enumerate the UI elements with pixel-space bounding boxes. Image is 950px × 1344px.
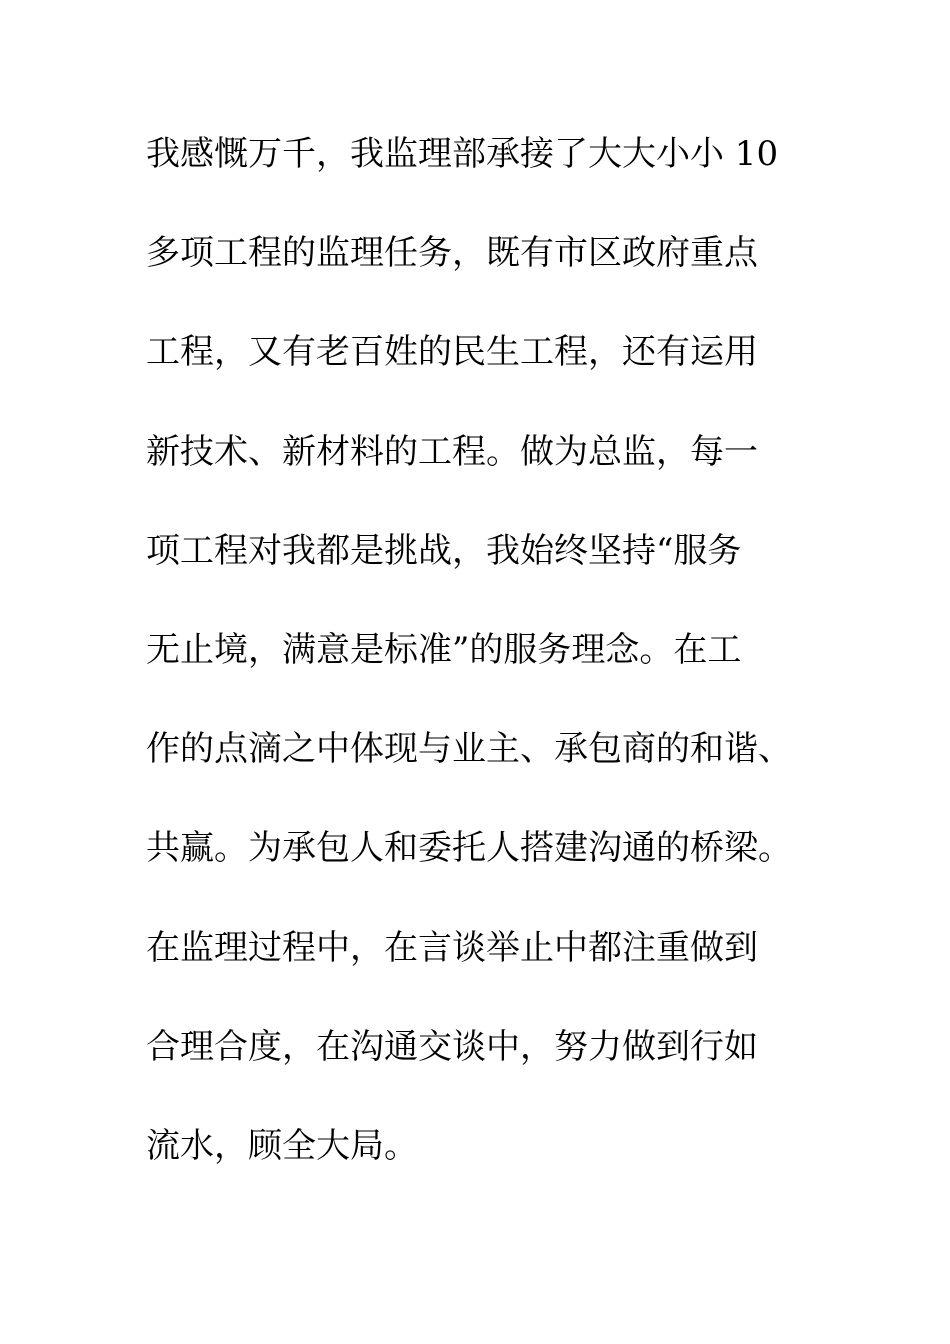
text-line-2: 多项工程的监理任务，既有市区政府重点 — [146, 233, 758, 274]
text-line-1: 我感慨万千，我监理部承接了大大小小 10 — [146, 134, 779, 174]
document-body — [146, 126, 826, 1217]
text-line-7: 作的点滴之中体现与业主、承包商的和谐、 — [146, 729, 792, 770]
text-line-5: 项工程对我都是挑战，我始终坚持“服务 — [146, 530, 742, 571]
text-line-11: 流水，顾全大局。 — [146, 1125, 418, 1166]
text-line-6: 无止境，满意是标准”的服务理念。在工 — [146, 629, 742, 670]
text-line-10: 合理合度，在沟通交谈中，努力做到行如 — [146, 1026, 758, 1067]
text-line-8: 共赢。为承包人和委托人搭建沟通的桥梁。 — [146, 828, 792, 869]
text-line-9: 在监理过程中，在言谈举止中都注重做到 — [146, 927, 758, 968]
text-line-3: 工程，又有老百姓的民生工程，还有运用 — [146, 332, 758, 373]
text-line-4: 新技术、新材料的工程。做为总监，每一 — [146, 431, 758, 472]
